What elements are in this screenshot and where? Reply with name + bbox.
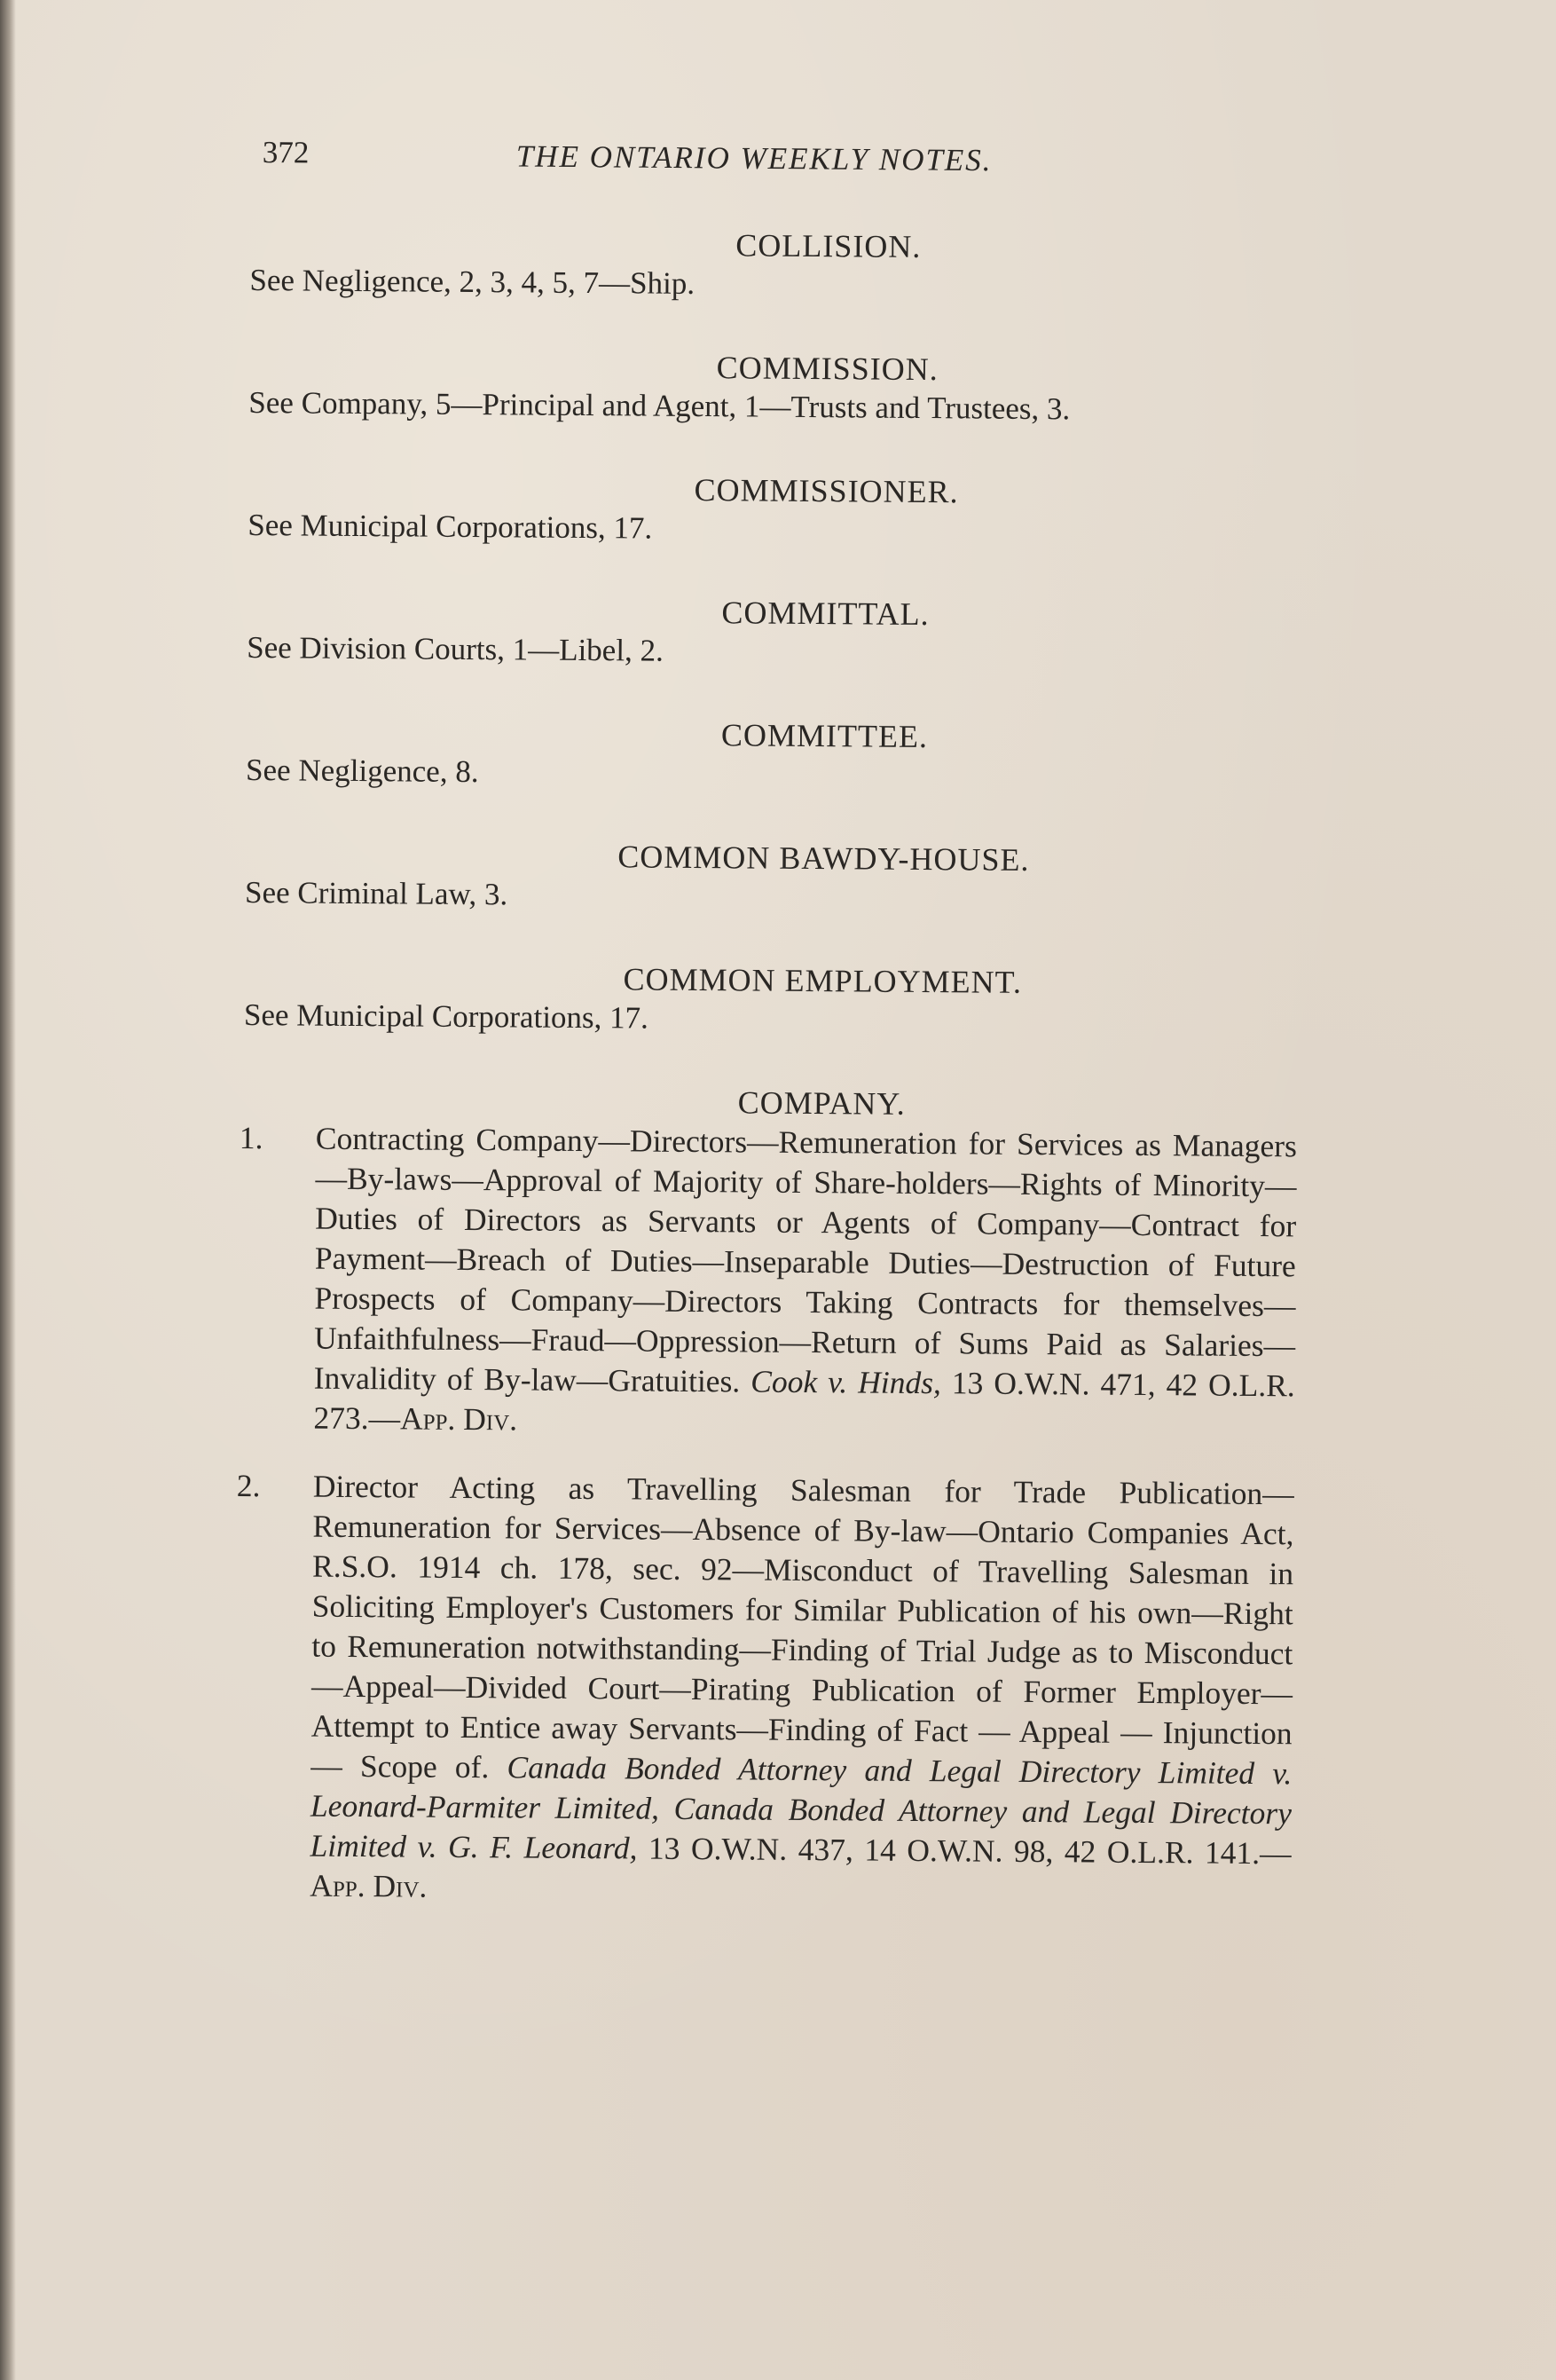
cross-reference: See Municipal Corporations, 17.: [243, 997, 649, 1036]
cross-reference: See Municipal Corporations, 17.: [248, 508, 653, 546]
entry-heading: COMMON EMPLOYMENT.: [623, 961, 1023, 1000]
entry-heading: COMMITTEE.: [720, 717, 929, 755]
page-number: 372: [262, 135, 310, 170]
index-entry-company: [233, 1079, 1297, 1913]
entry-heading: COMMON BAWDY-HOUSE.: [617, 839, 1030, 878]
item-number: 2.: [236, 1467, 261, 1504]
cross-reference: See Company, 5—Principal and Agent, 1—Trusts and Trustees, 3.: [248, 385, 1071, 427]
entry-heading: COMPANY.: [737, 1084, 906, 1122]
list-item: [233, 1466, 1294, 1913]
cross-reference: See Negligence, 8.: [245, 753, 479, 790]
cross-reference: See Division Courts, 1—Libel, 2.: [247, 630, 664, 668]
entry-heading: COLLISION.: [735, 227, 922, 264]
index-entry-collision: [246, 222, 1304, 308]
citation: 13 O.W.N. 437, 14 O.W.N. 98, 42 O.L.R. 141.—: [648, 1830, 1292, 1872]
court: App. Div.: [399, 1400, 518, 1438]
index-entry-committal: [243, 589, 1301, 675]
index-entry-commission: [245, 344, 1303, 430]
court: App. Div.: [310, 1867, 428, 1904]
list-item: [237, 1118, 1297, 1446]
entry-heading: COMMISSION.: [716, 350, 939, 388]
item-text: Director Acting as Travelling Salesman for Trade Publication—Remuneration for Services—Absence of By-law—Ontario Companies Act, R.S.O. 1914 ch. 178, sec. 92—Misconduct of Travelling Salesman in Soliciting Employer's Customers for Similar Publication of his own—Right to Remuneration notwithstanding—Finding of Trial Judge as to Misconduct—Appeal—Divided Court—Pirating Publication of Former Employer—Attempt to Entice away Servants—Finding of Fact — Appeal — Injunction — Scope of.: [310, 1468, 1294, 1785]
entry-heading: COMMISSIONER.: [694, 471, 959, 510]
case-name: Cook v. Hinds,: [750, 1363, 942, 1401]
book-spine-shadow: [0, 0, 16, 2380]
page-header: [262, 135, 1308, 197]
item-number: 1.: [239, 1119, 263, 1156]
company-items: [233, 1118, 1297, 1913]
cross-reference: See Negligence, 2, 3, 4, 5, 7—Ship.: [249, 263, 695, 301]
index-entry-commissioner: [244, 467, 1302, 553]
index-entry-common-bawdy-house: [241, 834, 1300, 920]
running-title: THE ONTARIO WEEKLY NOTES.: [515, 138, 993, 178]
entry-heading: COMMITTAL.: [721, 595, 930, 633]
item-text: Contracting Company—Directors—Remuneration for Services as Managers—By-laws—Approval of Majority of Share-holders—Rights of Minority—Duties of Directors as Servants or Agents of Company—Contract for Payment—Breach of Duties—Inseparable Duties—Destruction of Future Prospects of Company—Directors Taking Contracts for themselves—Unfaithfulness—Fraud—Oppression—Return of Sums Paid as Salaries—Invalidity of By-law—Gratuities.: [313, 1120, 1298, 1399]
index-entry-common-employment: [240, 957, 1299, 1043]
citation: 13 O.W.N. 471, 42 O.L.R. 273.—: [313, 1365, 1295, 1437]
index-content: [233, 222, 1304, 1958]
cross-reference: See Criminal Law, 3.: [244, 875, 508, 912]
case-name: Canada Bonded Attorney and Legal Directory Limited v. Leonard-Parmiter Limited, Canada Bonded Attorney and Legal Directory Limited v. G. F. Leonard,: [310, 1749, 1293, 1866]
index-entry-committee: [242, 712, 1301, 798]
